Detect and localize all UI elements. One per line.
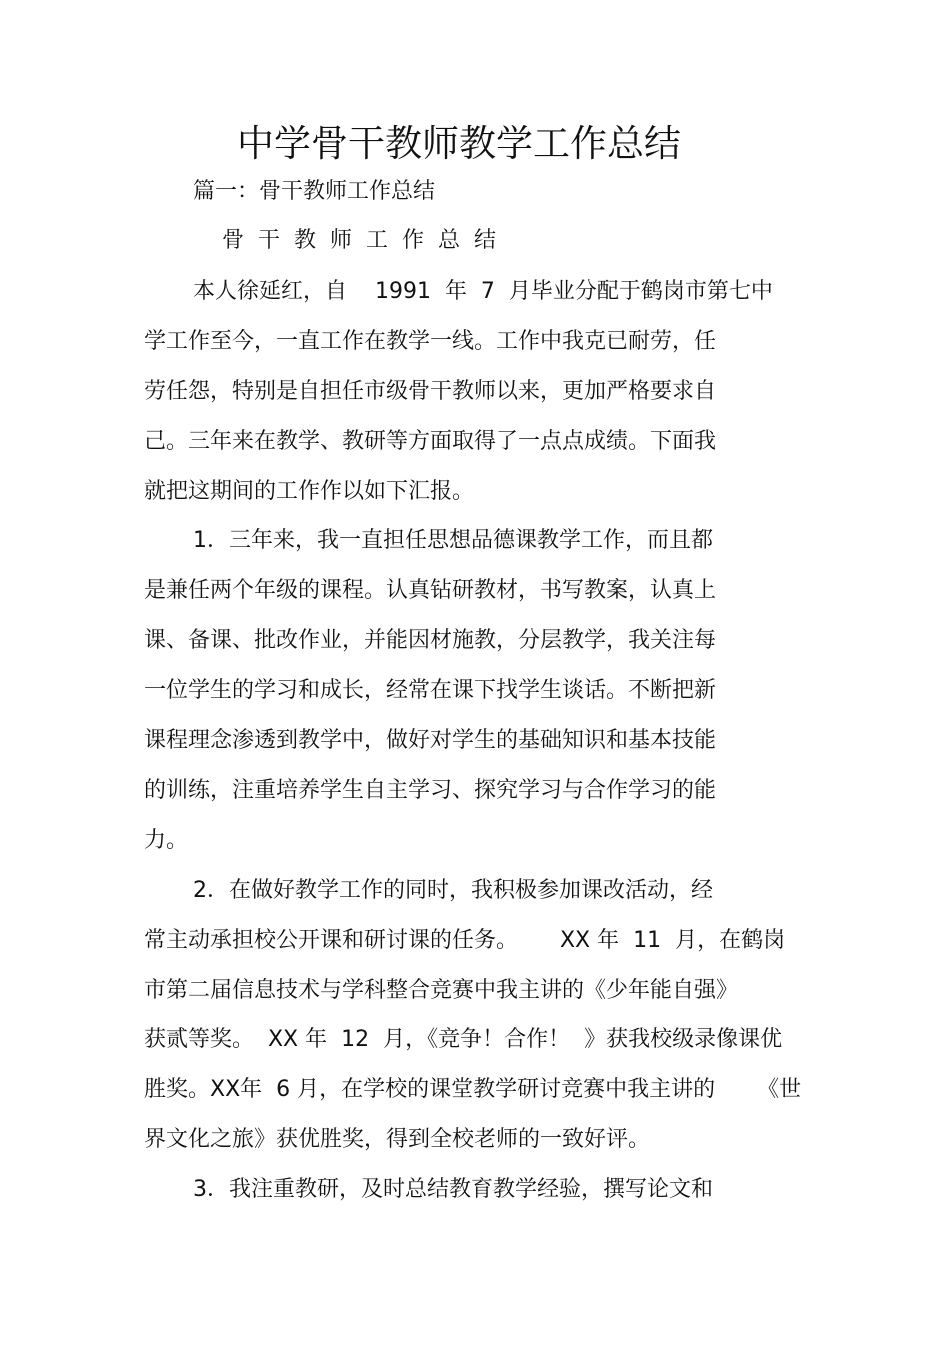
paragraph-line: 课、备课、批改作业，并能因材施教，分层教学，我关注每 bbox=[144, 628, 717, 653]
paragraph-line: 学工作至今，一直工作在教学一线。工作中我克已耐劳，任 bbox=[144, 329, 717, 354]
paragraph-line: 常主动承担校公开课和研讨课的任务。 XX 年 11 月，在鹤岗 bbox=[144, 928, 786, 953]
paragraph-line: 2．在做好教学工作的同时，我积极参加课改活动，经 bbox=[193, 878, 713, 903]
paragraph-line: 市第二届信息技术与学科整合竞赛中我主讲的《少年能自强》 bbox=[144, 978, 739, 1003]
paragraph-line: 就把这期间的工作作以如下汇报。 bbox=[144, 479, 475, 504]
document-title: 中学骨干教师教学工作总结 bbox=[237, 122, 681, 165]
paragraph-line: 界文化之旅》获优胜奖，得到全校老师的一致好评。 bbox=[144, 1127, 651, 1152]
section-heading: 骨干教师工作总结 bbox=[222, 228, 511, 253]
paragraph-line: 胜奖。XX年 6 月，在学校的课堂教学研讨竞赛中我主讲的 《世 bbox=[144, 1077, 802, 1102]
paragraph-line: 的训练，注重培养学生自主学习、探究学习与合作学习的能 bbox=[144, 778, 717, 803]
paragraph-line: 劳任怨，特别是自担任市级骨干教师以来，更加严格要求自 bbox=[144, 379, 717, 404]
paragraph-line: 3．我注重教研，及时总结教育教学经验，撰写论文和 bbox=[193, 1177, 713, 1202]
paragraph-line: 课程理念渗透到教学中，做好对学生的基础知识和基本技能 bbox=[144, 728, 717, 753]
paragraph-line: 本人徐延红，自 1991 年 7 月毕业分配于鹤岗市第七中 bbox=[193, 279, 773, 304]
paragraph-line: 力。 bbox=[144, 828, 189, 853]
paragraph-line: 获贰等奖。 XX 年 12 月，《竞争！合作！ 》获我校级录像课优 bbox=[144, 1027, 783, 1052]
paragraph-line: 一位学生的学习和成长，经常在课下找学生谈话。不断把新 bbox=[144, 678, 717, 703]
paragraph-line: 1．三年来，我一直担任思想品德课教学工作，而且都 bbox=[193, 528, 713, 553]
paragraph-line: 己。三年来在教学、教研等方面取得了一点点成绩。下面我 bbox=[144, 429, 717, 454]
paragraph-line: 是兼任两个年级的课程。认真钻研教材，书写教案，认真上 bbox=[144, 578, 717, 603]
document-subtitle: 篇一：骨干教师工作总结 bbox=[193, 179, 436, 204]
